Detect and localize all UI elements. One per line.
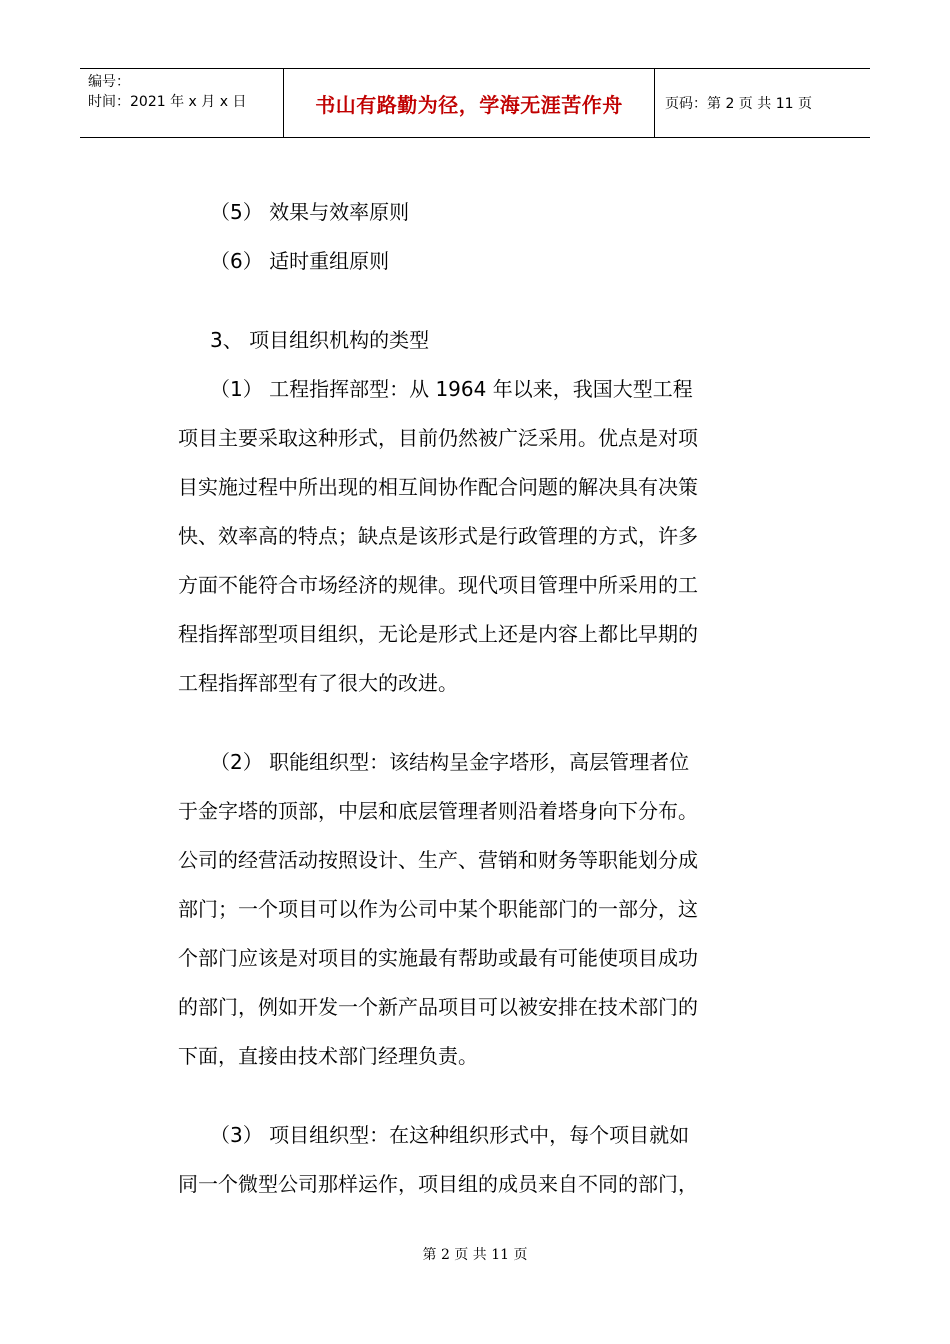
paragraph-1 — [178, 365, 778, 708]
paragraph-2 — [178, 738, 778, 1081]
document-time-label: 时间：2021 年 x 月 x 日 — [88, 94, 247, 110]
paragraph-line: 程指挥部型项目组织，无论是形式上还是内容上都比早期的 — [178, 622, 698, 646]
paragraph-line: 工程指挥部型有了很大的改进。 — [178, 671, 458, 695]
header-page-info: 页码：第 2 页 共 11 页 — [665, 96, 812, 112]
paragraph-line: 公司的经营活动按照设计、生产、营销和财务等职能划分成 — [178, 848, 698, 872]
section-heading: 3、 项目组织机构的类型 — [210, 328, 430, 352]
page-footer: 第 2 页 共 11 页 — [422, 1247, 528, 1263]
paragraph-line: 方面不能符合市场经济的规律。现代项目管理中所采用的工 — [178, 573, 698, 597]
paragraph-line: 下面，直接由技术部门经理负责。 — [178, 1044, 478, 1068]
paragraph-line: 同一个微型公司那样运作，项目组的成员来自不同的部门， — [178, 1172, 698, 1196]
header-table — [80, 68, 870, 138]
header-left-cell — [80, 69, 283, 137]
paragraph-line: （1） 工程指挥部型：从 1964 年以来，我国大型工程 — [210, 377, 693, 401]
paragraph-line: 部门；一个项目可以作为公司中某个职能部门的一部分，这 — [178, 897, 698, 921]
paragraph-3 — [178, 1111, 778, 1209]
paragraph-line: （3） 项目组织型：在这种组织形式中，每个项目就如 — [210, 1123, 690, 1147]
paragraph-line: 个部门应该是对项目的实施最有帮助或最有可能使项目成功 — [178, 946, 698, 970]
document-body — [178, 188, 778, 1209]
paragraph-line: 的部门，例如开发一个新产品项目可以被安排在技术部门的 — [178, 995, 698, 1019]
paragraph-line: 目实施过程中所出现的相互间协作配合问题的解决具有决策 — [178, 475, 698, 499]
paragraph-line: 于金字塔的顶部，中层和底层管理者则沿着塔身向下分布。 — [178, 799, 698, 823]
paragraph-line: 项目主要采取这种形式，目前仍然被广泛采用。优点是对项 — [178, 426, 698, 450]
list-item: （6） 适时重组原则 — [210, 249, 390, 273]
paragraph-line: 快、效率高的特点；缺点是该形式是行政管理的方式，许多 — [178, 524, 698, 548]
paragraph-line: （2） 职能组织型：该结构呈金字塔形，高层管理者位 — [210, 750, 690, 774]
header-motto: 书山有路勤为径，学海无涯苦作舟 — [283, 69, 655, 137]
list-item: （5） 效果与效率原则 — [210, 200, 410, 224]
document-number-label: 编号： — [88, 74, 130, 90]
